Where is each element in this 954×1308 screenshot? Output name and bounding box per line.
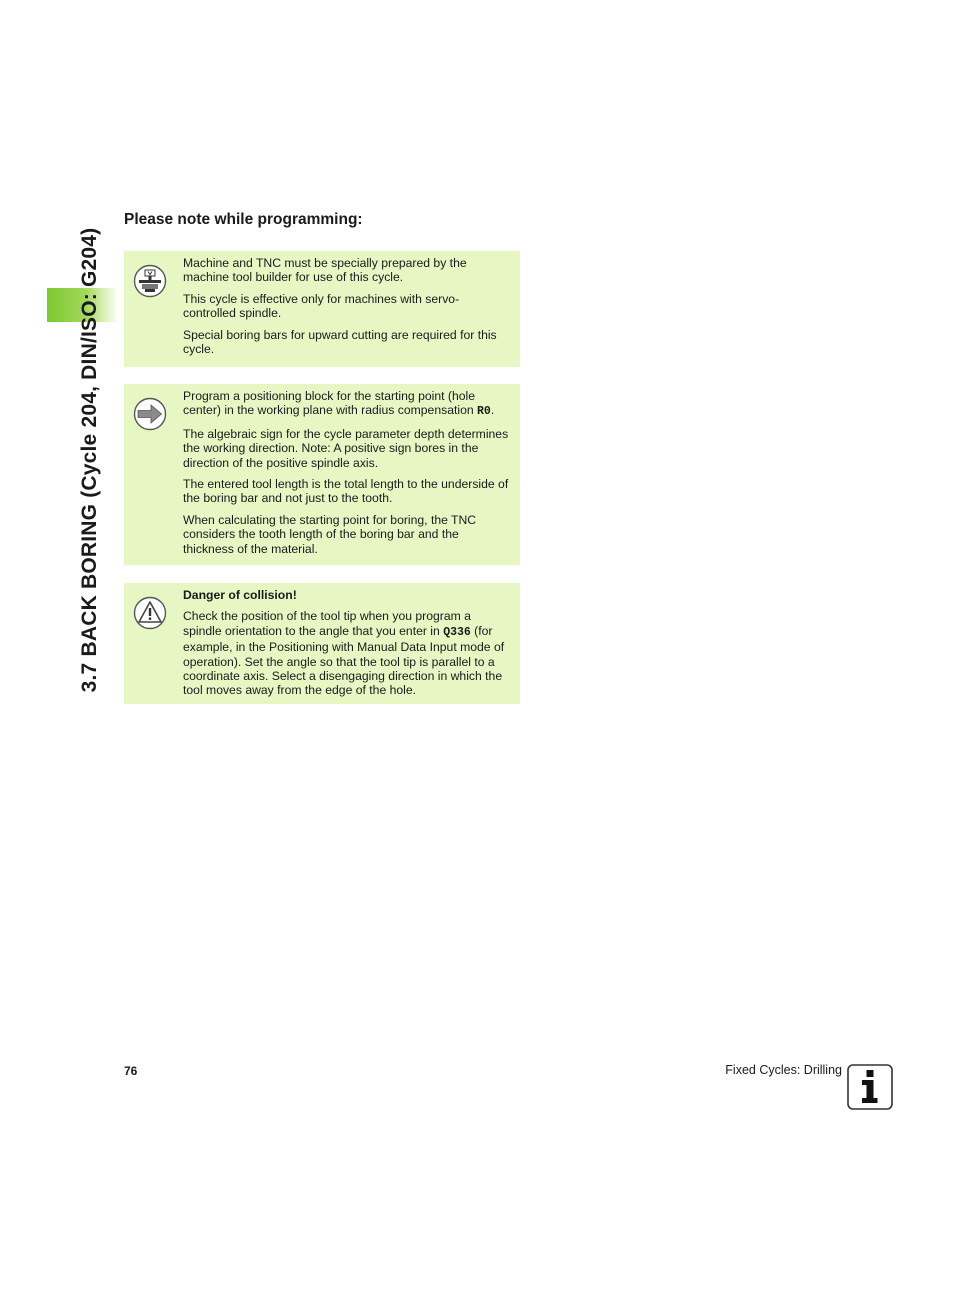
arrow-right-icon <box>133 397 167 431</box>
info-icon <box>847 1064 893 1110</box>
q336-code: Q336 <box>443 625 471 639</box>
machine-note-box <box>124 251 520 367</box>
footer-chapter-title: Fixed Cycles: Drilling <box>725 1063 842 1077</box>
machine-note-p1: Machine and TNC must be specially prepared by the machine tool builder for use of this cycle. <box>183 256 467 285</box>
tip-positioning-end: . <box>490 403 495 418</box>
section-side-title: 3.7 BACK BORING (Cycle 204, DIN/ISO: G204) <box>78 227 101 693</box>
collision-warning-box <box>124 583 520 704</box>
machine-icon <box>133 264 167 298</box>
machine-note-p2: This cycle is effective only for machines with servo-controlled spindle. <box>183 291 460 321</box>
machine-note-p3: Special boring bars for upward cutting are required for this cycle. <box>183 327 497 357</box>
warning-icon <box>133 596 167 630</box>
programming-tips-box <box>124 384 520 565</box>
tip-positioning-text: Program a positioning block for the starting point (hole center) in the working plane with radius compensation <box>183 389 478 418</box>
page-number: 76 <box>124 1064 138 1078</box>
section-heading: Please note while programming: <box>124 211 363 228</box>
tip-tool-length: The entered tool length is the total length to the underside of the boring bar and not just to the tooth. <box>183 477 509 506</box>
warning-text-after: (for example, in the Positioning with Manual Data Input mode of operation). Set the angle so that the tool tip is parallel to a coordinate axis. Select a disengaging direction in which the tool moves away from the edge of the hole. <box>183 623 505 698</box>
tip-positioning <box>183 389 510 420</box>
tip-starting-point: When calculating the starting point for boring, the TNC considers the tooth length of the boring bar and the thickness of the material. <box>183 512 477 556</box>
radius-comp-code: R0 <box>477 405 491 419</box>
warning-title: Danger of collision! <box>183 588 297 602</box>
warning-text <box>183 609 510 697</box>
tip-algebraic-sign: The algebraic sign for the cycle parameter depth determines the working direction. Note: A positive sign bores in the direction of the positive spindle axis. <box>183 426 509 470</box>
warning-text-before: Check the position of the tool tip when you program a spindle orientation to the angle that you enter in <box>183 609 471 638</box>
